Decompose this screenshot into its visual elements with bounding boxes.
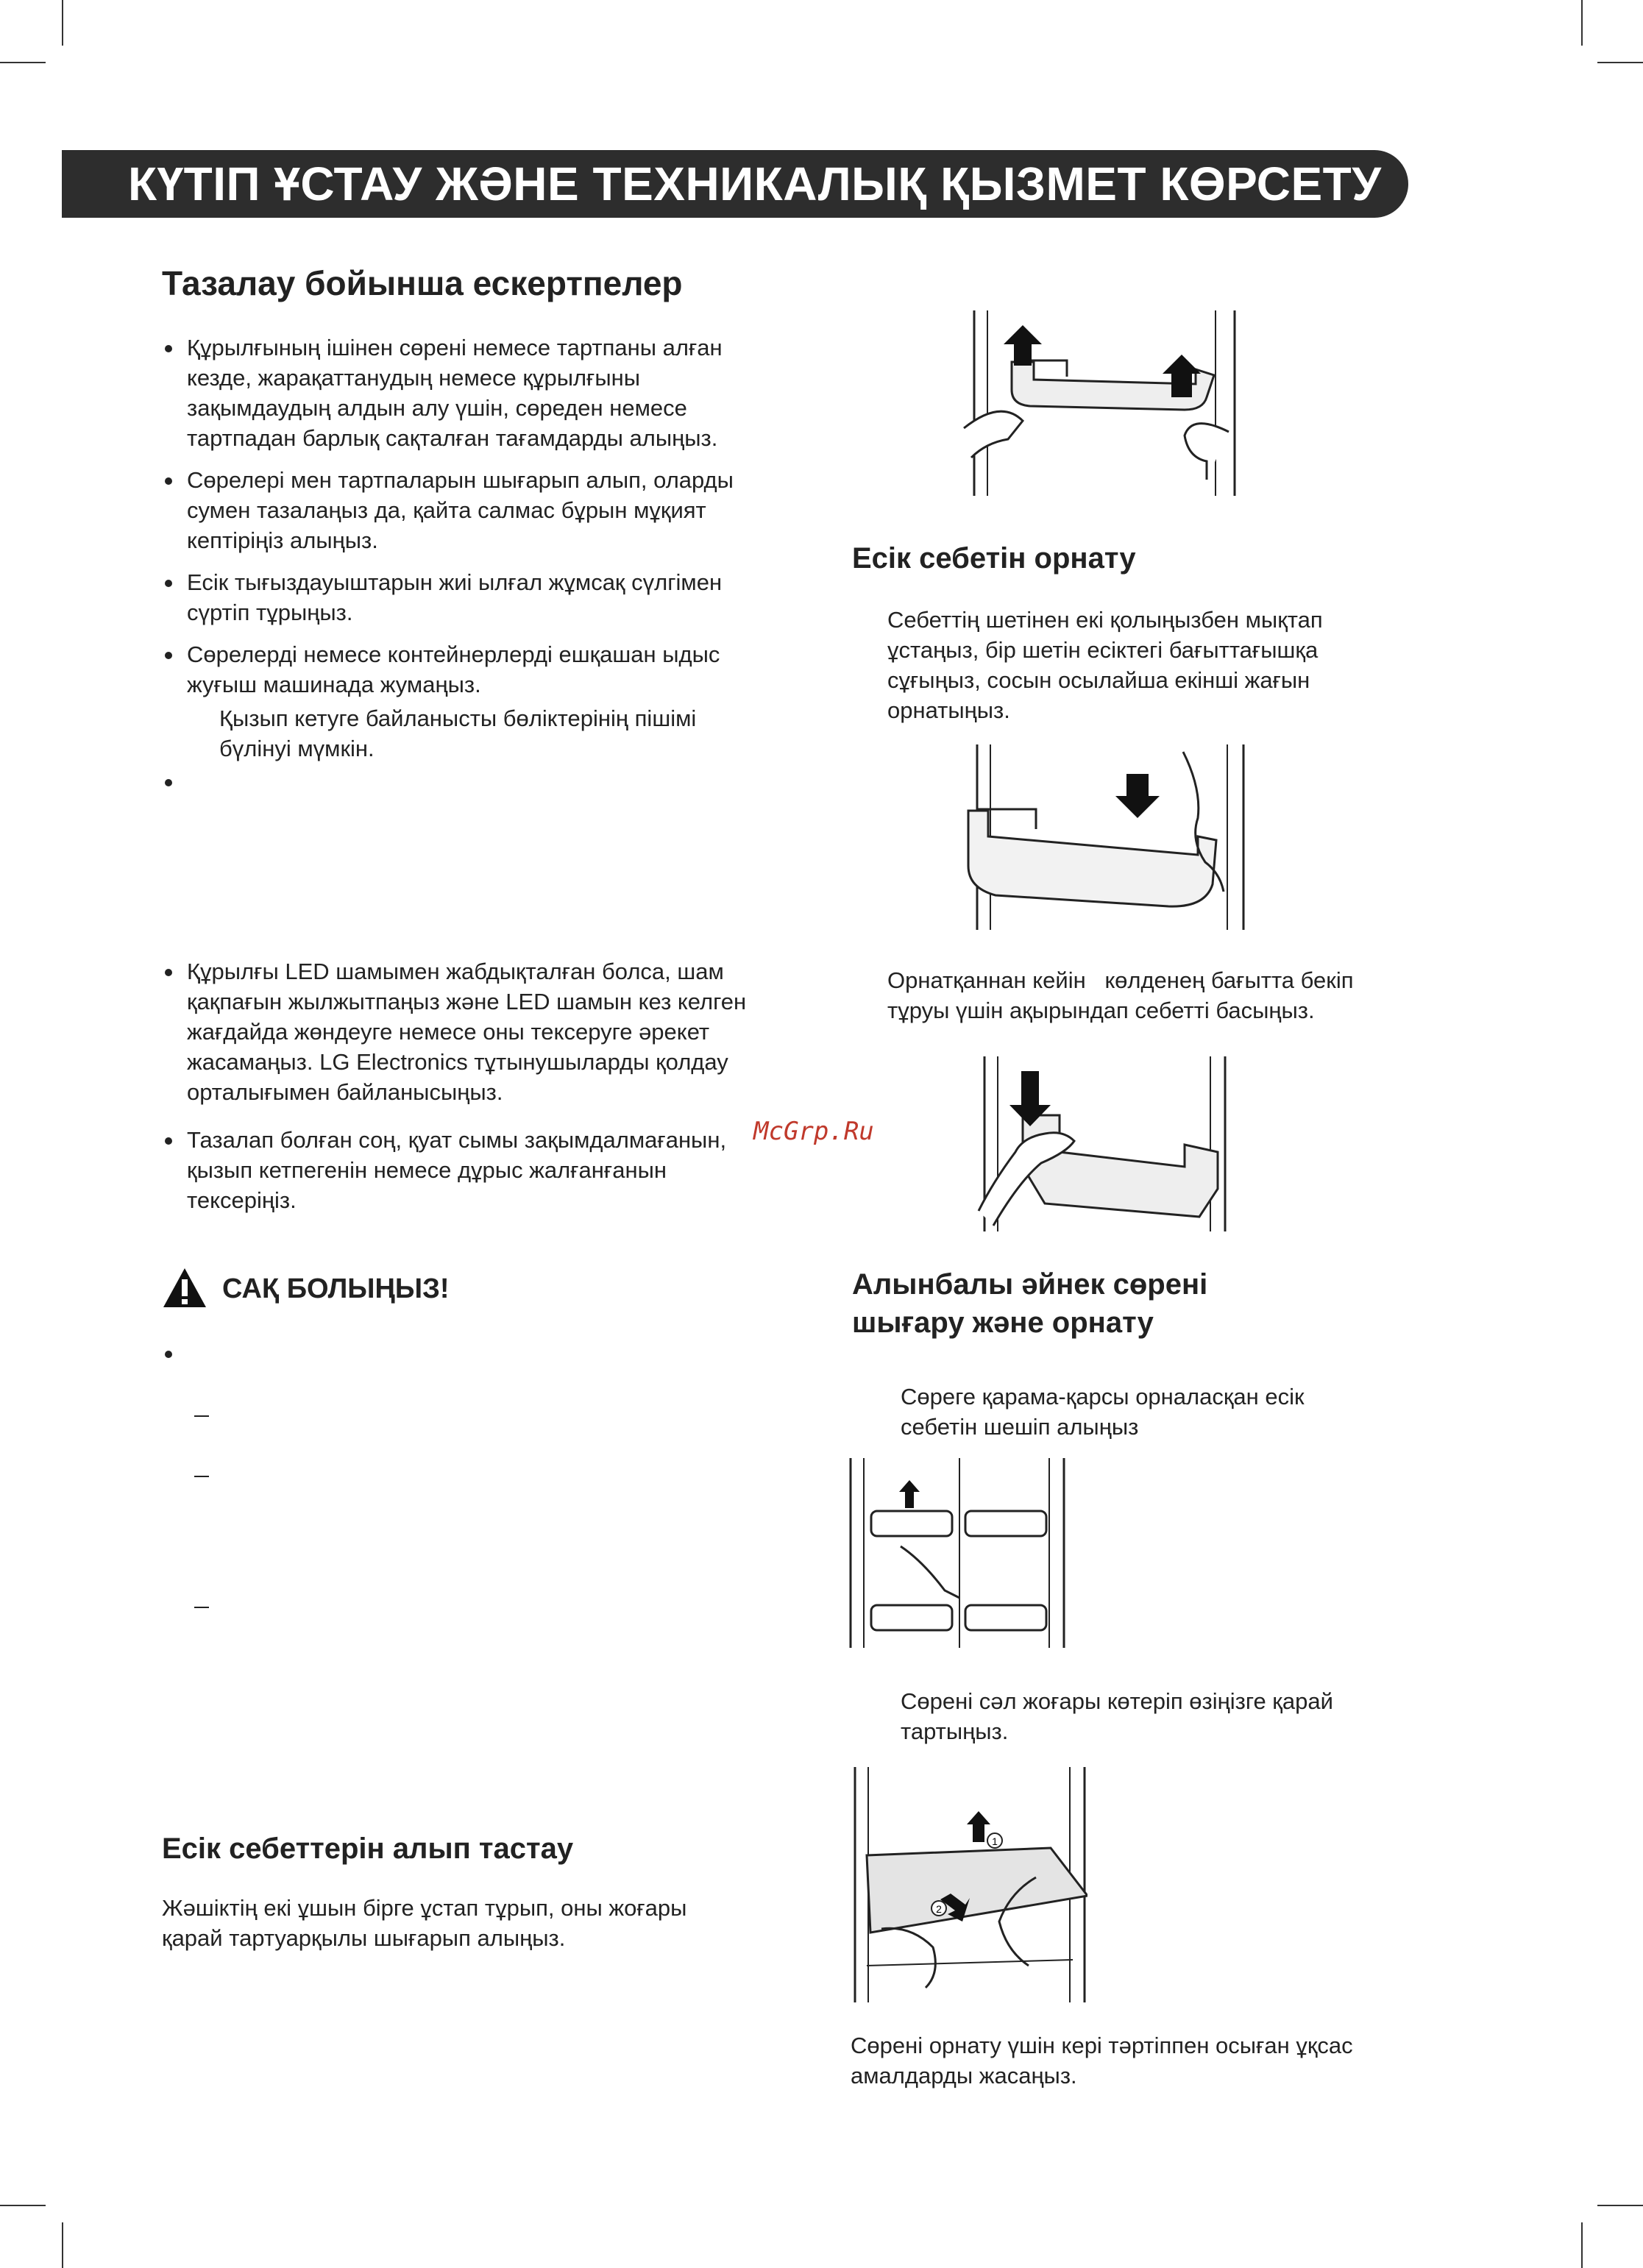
install-basket-text-2: Орнатқаннан кейін көлденең бағытта бекіп тұруы үшін ақырындап себетті басыңыз. <box>887 967 1360 1023</box>
step-1-label: 1 <box>992 1835 998 1847</box>
list-item: Құрылғы LED шамымен жабдықталған болса, шам қақпағын жылжытпаңыз және LED шамын кез келген жағдайда жөндеуге немесе оны тексеруге әрекет жасамаңыз. LG Electronics тұтынушыларды қолдау орталығымен байланысыңыз. <box>162 956 758 1107</box>
caution-label: САҚ БОЛЫҢЫЗ! <box>222 1273 450 1304</box>
warning-icon <box>162 1267 207 1309</box>
glass-shelf-text-3: Сөрені орнату үшін кері тәртіппен осыған ұқсас амалдарды жасаңыз. <box>851 2033 1353 2089</box>
crop-mark <box>1581 2222 1583 2268</box>
glass-shelf-heading-1: Алынбалы әйнек сөрені <box>852 1268 1208 1301</box>
crop-mark <box>62 0 63 46</box>
cleaning-note: Қызып кетуге байланысты бөліктерінің пішімі бүлінуі мүмкін. <box>219 705 697 761</box>
glass-shelf-text-1: Сөреге қарама-қарсы орналасқан есік себетін шешіп алыңыз <box>901 1384 1305 1440</box>
empty-bullet <box>165 1351 172 1358</box>
list-item: Тазалап болған соң, қуат сымы зақымдалмағанын, қызып кетпегенін немесе дұрыс жалғанғанын тексеріңіз. <box>162 1125 758 1215</box>
glass-shelf-heading-2: шығару және орнату <box>852 1307 1154 1339</box>
crop-mark <box>1597 62 1643 63</box>
crop-mark <box>0 2205 46 2206</box>
list-item: Сөрелерді немесе контейнерлерді ешқашан ыдыс жуғыш машинада жумаңыз. <box>162 639 787 700</box>
list-item: Сөрелері мен тартпаларын шығарып алып, оларды сумен тазалаңыз да, қайта салмас бұрын мұқият кептіріңіз алыңыз. <box>162 465 787 555</box>
crop-mark <box>1581 0 1583 46</box>
remove-baskets-text: Жәшіктің екі ұшын бірге ұстап тұрып, оны жоғары қарай тартуарқылы шығарып алыңыз. <box>162 1895 687 1951</box>
press-basket-illustration <box>964 1056 1229 1231</box>
watermark: McGrp.Ru <box>753 1117 874 1146</box>
lift-basket-illustration <box>942 310 1236 496</box>
install-basket-heading: Есік себетін орнату <box>852 542 1136 575</box>
cleaning-list-2 <box>162 956 758 1215</box>
list-item: Құрылғының ішінен сөрені немесе тартпаны алған кезде, жарақаттанудың немесе құрылғыны зақымдаудың алдын алу үшін, сөреден немесе тартпадан барлық сақталған тағамдарды алыңыз. <box>162 333 787 453</box>
empty-bullet <box>165 779 172 786</box>
pull-shelf-illustration <box>852 1767 1087 2002</box>
empty-dash <box>194 1476 209 1477</box>
install-basket-text-1: Себеттің шетінен екі қолыңызбен мықтап ұстаңыз, бір шетін есіктегі бағыттағышқа сұғыңыз, сосын осылайша екінші жағын орнатыңыз. <box>887 607 1323 723</box>
door-baskets-illustration <box>849 1458 1070 1648</box>
empty-dash <box>194 1415 209 1417</box>
remove-baskets-heading: Есік себеттерін алып тастау <box>162 1832 574 1865</box>
insert-basket-illustration <box>962 744 1249 930</box>
crop-mark <box>62 2222 63 2268</box>
page-title: КҮТІП ҰСТАУ ЖӘНЕ ТЕХНИКАЛЫҚ ҚЫЗМЕТ КӨРСЕТУ <box>128 157 1382 210</box>
empty-dash <box>194 1607 209 1608</box>
glass-shelf-text-2: Сөрені сәл жоғары көтеріп өзіңізге қарай тартыңыз. <box>901 1688 1333 1744</box>
cleaning-heading: Тазалау бойынша ескертпелер <box>162 264 683 302</box>
cleaning-list <box>162 333 787 700</box>
crop-mark <box>1597 2205 1643 2206</box>
crop-mark <box>0 62 46 63</box>
title-banner <box>62 150 1408 218</box>
step-2-label: 2 <box>936 1903 942 1915</box>
list-item: Есік тығыздауыштарын жиі ылғал жұмсақ сүлгімен сүртіп тұрыңыз. <box>162 567 787 628</box>
